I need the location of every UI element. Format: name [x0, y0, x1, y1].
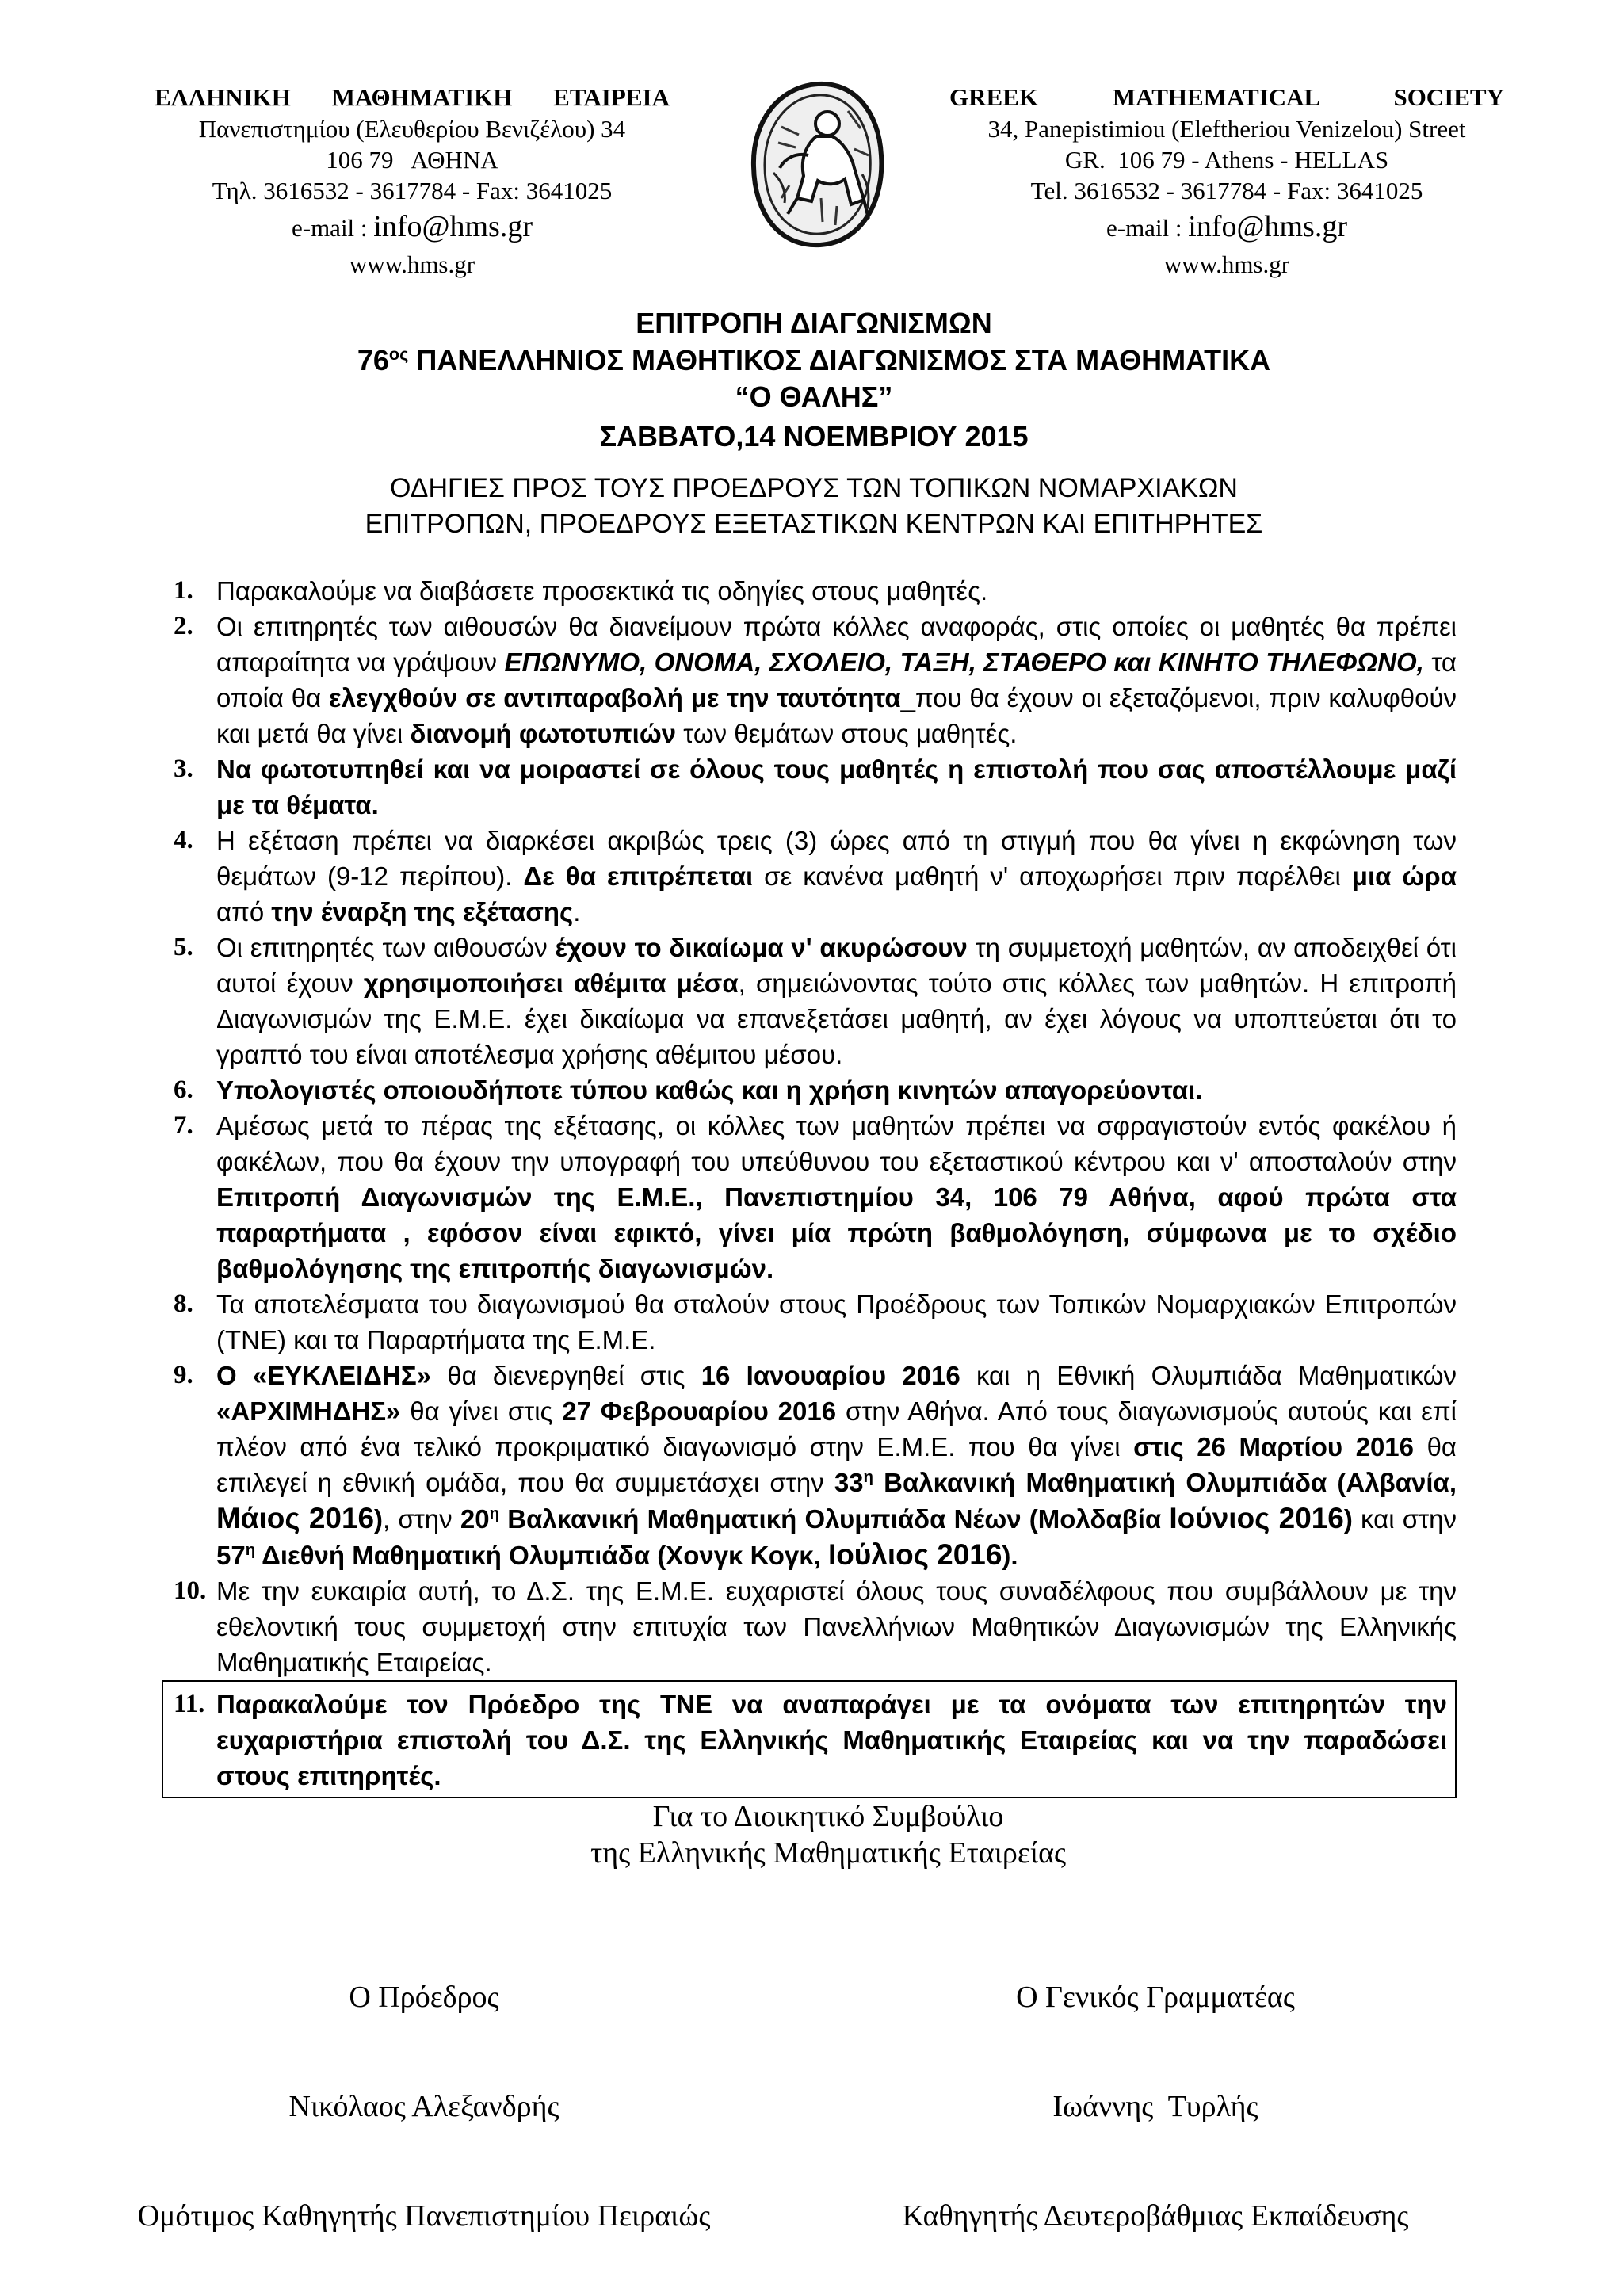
instruction-text [216, 823, 1457, 930]
instruction-text [216, 1108, 1457, 1286]
secretary-role: Ο Γενικός Γραμματέας [1016, 1981, 1295, 2014]
text-run: στις 26 Μαρτίου 2016 [1133, 1432, 1415, 1461]
signature-organization: της Ελληνικής Μαθηματικής Εταιρείας [590, 1836, 1067, 1870]
instruction-text [216, 1072, 1457, 1108]
text-run: και η Εθνική Ολυμπιάδα Μαθηματικών [960, 1361, 1457, 1390]
instruction-number: 6. [174, 1075, 193, 1104]
instruction-item-4 [174, 823, 1457, 930]
instruction-text [216, 1687, 1447, 1794]
email-address: info@hms.gr [1188, 210, 1347, 243]
text-run: σε κανένα μαθητή ν' αποχωρήσει πριν παρέλθει [753, 861, 1352, 891]
competition-date: ΣΑΒΒΑΤΟ,14 ΝΟΕΜΒΡΙΟΥ 2015 [599, 420, 1029, 453]
text-run: Μάιος 2016 [216, 1502, 375, 1534]
website-greek: www.hms.gr [349, 250, 475, 278]
president-title: Ομότιμος Καθηγητής Πανεπιστημίου Πειραιώς [137, 2199, 711, 2233]
instruction-item-8 [174, 1286, 1457, 1358]
instruction-text [216, 751, 1457, 823]
signature-on-behalf: Για το Διοικητικό Συμβούλιο [652, 1800, 1004, 1833]
society-seal-emblem [750, 79, 886, 249]
text-run: την έναρξη της εξέτασης [271, 897, 574, 926]
instruction-text [216, 1573, 1457, 1680]
email-line-english [949, 211, 1504, 244]
instruction-item-5 [174, 930, 1457, 1072]
text-run: , στην [383, 1504, 460, 1534]
instruction-item-2 [174, 609, 1457, 751]
secretary-title: Καθηγητής Δευτεροβάθμιας Εκπαίδευσης [902, 2199, 1409, 2233]
ordinal-suffix: ος [388, 344, 409, 364]
instruction-text [216, 573, 1457, 609]
president-signatory [107, 1906, 741, 2296]
instruction-number: 8. [174, 1289, 193, 1318]
instruction-text [216, 1358, 1457, 1573]
text-run: Ιούνιος 2016 [1169, 1502, 1344, 1534]
text-run: Αμέσως μετά το πέρας της εξέτασης, οι κόλλες των μαθητών πρέπει να σφραγιστούν εντός φακέλου ή φακέλων, που θα έχουν την υπογραφή του υπεύθυνου του εξεταστικού κέντρου και ν' αποσταλούν στην [216, 1111, 1457, 1176]
instruction-number: 11. [174, 1690, 205, 1718]
website-english: www.hms.gr [1163, 250, 1290, 278]
signature-block [0, 1798, 1623, 2296]
instruction-item-6 [174, 1072, 1457, 1108]
text-run: Τα αποτελέσματα του διαγωνισμού θα σταλούν στους Προέδρους των Τοπικών Νομαρχιακών Επιτροπών (ΤΝΕ) και τα Παραρτήματα της Ε.Μ.Ε. [216, 1289, 1457, 1354]
text-run: τη συμμετοχή μαθητών, αν αποδειχθεί ότι αυτοί έχουν [216, 933, 1457, 998]
text-run: η [863, 1468, 874, 1486]
president-role: Ο Πρόεδρος [349, 1981, 499, 2014]
text-run: από [216, 897, 272, 926]
city-english: GR. 106 79 - Athens - HELLAS [1064, 146, 1389, 174]
text-run: _που θα έχουν οι εξεταζόμενοι, πριν καλυφθούν και μετά θα γίνει [216, 683, 1457, 748]
email-label: e-mail : [1106, 214, 1189, 242]
text-run: Διεθνή Μαθηματική Ολυμπιάδα (Χονγκ Κογκ, [255, 1541, 828, 1570]
text-run: θα επιλεγεί η εθνική ομάδα, που θα συμμετάσχει στην [216, 1432, 1457, 1497]
competition-title [21, 342, 1606, 379]
instruction-number: 7. [174, 1111, 193, 1140]
instruction-number: 9. [174, 1361, 193, 1389]
text-run: Οι επιτηρητές των αιθουσών θα διανείμουν πρώτα κόλλες αναφοράς, στις οποίες οι μαθητές θα πρέπει απαραίτητα να γράψουν [216, 612, 1457, 677]
competition-nickname: “Ο ΘΑΛΗΣ” [735, 380, 893, 413]
text-run: θα γίνει στις [400, 1396, 563, 1426]
instruction-list [174, 573, 1457, 1798]
text-run: στην Αθήνα. Από τους διαγωνισμούς αυτούς και επί πλέον από ένα τελικό προκριματικό διαγωνισμό στην Ε.Μ.Ε. που θα γίνει [216, 1396, 1457, 1461]
text-run: Βαλκανική Μαθηματική Ολυμπιάδα Νέων (Μολδαβία [499, 1504, 1170, 1534]
address-greek: Πανεπιστημίου (Ελευθερίου Βενιζέλου) 34 [198, 115, 626, 143]
email-line-greek [155, 211, 670, 244]
email-label: e-mail : [291, 214, 374, 242]
text-run: Η εξέταση πρέπει να διαρκέσει ακριβώς τρεις (3) ώρες από τη στιγμή που θα γίνει η εκφώνηση των θεμάτων (9-12 περίπου). [216, 826, 1457, 891]
text-run: έχουν το δικαίωμα ν' ακυρώσουν [555, 933, 968, 962]
instruction-number: 4. [174, 826, 193, 854]
instruction-number: 3. [174, 755, 193, 783]
text-run: διανομή φωτοτυπιών [410, 719, 677, 748]
society-name-greek: ΕΛΛΗΝΙΚΗ ΜΑΘΗΜΑΤΙΚΗ ΕΤΑΙΡΕΙΑ [155, 83, 670, 111]
instruction-text [216, 930, 1457, 1072]
text-run: ΕΠΩΝΥΜΟ, ΟΝΟΜΑ, ΣΧΟΛΕΙΟ, ΤΑΞΗ, ΣΤΑΘΕΡΟ και ΚΙΝΗΤΟ ΤΗΛΕΦΩΝΟ, [504, 648, 1424, 677]
instruction-number: 1. [174, 576, 193, 605]
city-greek: 106 79 ΑΘΗΝΑ [326, 146, 498, 174]
text-run: τα οποία θα [216, 648, 1457, 712]
text-run: Δε θα επιτρέπεται [523, 861, 754, 891]
competition-name: ΠΑΝΕΛΛΗΝΙΟΣ ΜΑΘΗΤΙΚΟΣ ΔΙΑΓΩΝΙΣΜΟΣ ΣΤΑ ΜΑΘΗΜΑΤΙΚΑ [408, 344, 1271, 376]
text-run: θα διενεργηθεί στις [431, 1361, 701, 1390]
instruction-item-1 [174, 573, 1457, 609]
instruction-text [216, 609, 1457, 751]
text-run: Παρακαλούμε να διαβάσετε προσεκτικά τις οδηγίες στους μαθητές. [216, 576, 988, 606]
secretary-name: Ιωάννης Τυρλής [1052, 2090, 1258, 2123]
text-run: 27 Φεβρουαρίου 2016 [562, 1396, 837, 1426]
text-run: , σημειώνοντας τούτο στις κόλλες των μαθητών. Η επιτροπή Διαγωνισμών της Ε.Μ.Ε. έχει δικαίωμα να επανεξετάσει μαθητή, αν έχει λόγους να υποπτεύεται ότι το γραπτό του είναι αποτέλεσμα χρήσης αθέμιτου μέσου. [216, 968, 1457, 1069]
text-run: 20 [460, 1504, 490, 1534]
text-run: ) [374, 1504, 384, 1534]
text-run: και στην [1352, 1504, 1457, 1534]
text-run: Παρακαλούμε τον Πρόεδρο της ΤΝΕ να αναπαράγει με τα ονόματα των επιτηρητών την ευχαριστήρια επιστολή του Δ.Σ. της Ελληνικής Μαθηματικής Εταιρείας και να την παραδώσει στους επιτηρητές. [216, 1690, 1447, 1790]
president-name: Νικόλαος Αλεξανδρής [288, 2090, 559, 2123]
text-run: Με την ευκαιρία αυτή, το Δ.Σ. της Ε.Μ.Ε. ευχαριστεί όλους τους συναδέλφους που συμβάλλουν με την εθελοντική τους συμμετοχή στην επιτυχία των Πανελλήνιων Μαθητικών Διαγωνισμών της Ελληνικής Μαθηματικής Εταιρείας. [216, 1576, 1457, 1677]
instruction-text [216, 1286, 1457, 1358]
instructions-heading-line-2: ΕΠΙΤΡΟΠΩΝ, ΠΡΟΕΔΡΟΥΣ ΕΞΕΤΑΣΤΙΚΩΝ ΚΕΝΤΡΩΝ ΚΑΙ ΕΠΙΤΗΡΗΤΕΣ [365, 509, 1263, 539]
text-run: «ΑΡΧΙΜΗΔΗΣ» [216, 1396, 401, 1426]
text-run: Βαλκανική Μαθηματική Ολυμπιάδα (Αλβανία, [873, 1468, 1457, 1497]
text-run: χρησιμοποιήσει αθέμιτα μέσα [363, 968, 739, 998]
text-run: Ιούλιος 2016 [827, 1538, 1002, 1571]
text-run: Υπολογιστές οποιουδήποτε τύπου καθώς και η χρήση κινητών απαγορεύονται. [216, 1075, 1203, 1105]
instruction-number: 5. [174, 933, 193, 961]
instruction-number: 2. [174, 612, 193, 640]
text-run: η [489, 1504, 500, 1522]
instruction-item-7 [174, 1108, 1457, 1286]
text-run: ) [1343, 1504, 1353, 1534]
competition-number: 76 [357, 344, 389, 376]
instructions-heading-line-1: ΟΔΗΓΙΕΣ ΠΡΟΣ ΤΟΥΣ ΠΡΟΕΔΡΟΥΣ ΤΩΝ ΤΟΠΙΚΩΝ ΝΟΜΑΡΧΙΑΚΩΝ [390, 473, 1238, 503]
secretary-signatory [838, 1906, 1472, 2296]
text-run: 33 [834, 1468, 864, 1497]
phone-english: Tel. 3616532 - 3617784 - Fax: 3641025 [1030, 177, 1423, 204]
instruction-item-3 [174, 751, 1457, 823]
text-run: 57 [216, 1541, 246, 1570]
instruction-item-9 [174, 1358, 1457, 1573]
signatories [0, 1906, 1623, 2296]
text-run: των θεμάτων στους μαθητές. [676, 719, 1018, 748]
phone-greek: Τηλ. 3616532 - 3617784 - Fax: 3641025 [212, 177, 613, 204]
email-address: info@hms.gr [373, 210, 533, 243]
text-run: Επιτροπή Διαγωνισμών της Ε.Μ.Ε., Πανεπιστημίου 34, 106 79 Αθήνα, αφού πρώτα στα παραρτήματα , εφόσον είναι εφικτό, γίνει μία πρώτη βαθμολόγηση, σύμφωνα με το σχέδιο βαθμολόγησης της επιτροπής διαγωνισμών. [216, 1182, 1457, 1283]
instruction-number: 10. [174, 1576, 207, 1605]
text-run: . [573, 897, 581, 926]
document-body [0, 573, 1623, 2296]
instruction-item-11 [162, 1680, 1457, 1798]
text-run: Ο «ΕΥΚΛΕΙΔΗΣ» [216, 1361, 432, 1390]
society-name-english: GREEK MATHEMATICAL SOCIETY [949, 83, 1504, 111]
instruction-item-10 [174, 1573, 1457, 1680]
committee-title: ΕΠΙΤΡΟΠΗ ΔΙΑΓΩΝΙΣΜΩΝ [636, 307, 992, 339]
text-run: ελεγχθούν σε αντιπαραβολή με την ταυτότητα [328, 683, 901, 712]
text-run: μια ώρα [1351, 861, 1457, 891]
address-english: 34, Panepistimiou (Eleftheriou Venizelou) Street [987, 115, 1466, 143]
text-run: Οι επιτηρητές των αιθουσών [216, 933, 556, 962]
text-run: 16 Ιανουαρίου 2016 [701, 1361, 960, 1390]
text-run: Να φωτοτυπηθεί και να μοιραστεί σε όλους τους μαθητές η επιστολή που σας αποστέλλουμε μαζί με τα θέματα. [216, 755, 1457, 819]
text-run: ). [1002, 1541, 1018, 1570]
text-run: η [245, 1541, 256, 1559]
